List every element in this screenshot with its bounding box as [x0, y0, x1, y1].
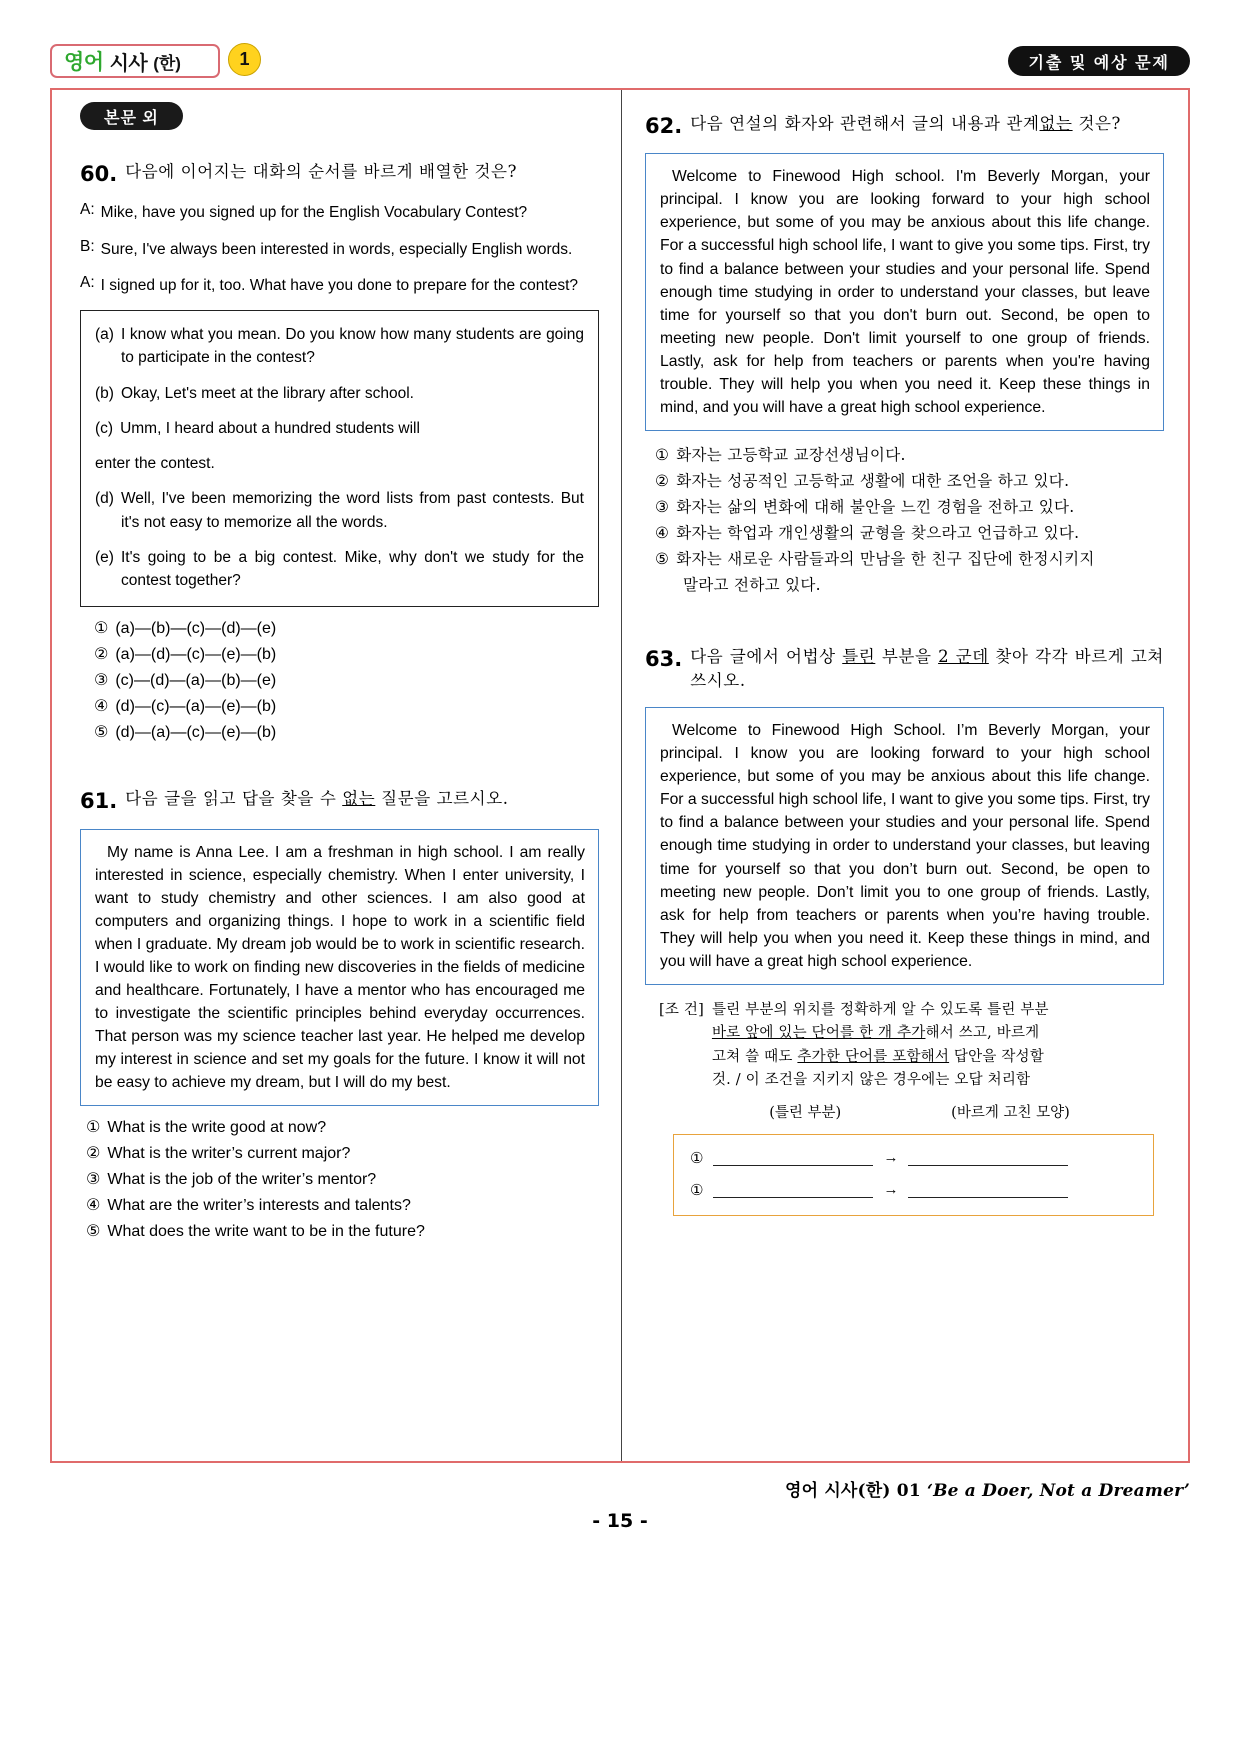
- choice-marker: ⑤: [94, 724, 109, 742]
- choice-text: 화자는 성공적인 고등학교 생활에 대한 조언을 하고 있다.: [676, 472, 1070, 491]
- answer-column-headings: [675, 1101, 1164, 1122]
- choice-marker: ④: [86, 1197, 101, 1215]
- scramble-item-text: Umm, I heard about a hundred students will: [120, 419, 420, 437]
- answer-blank-correct[interactable]: [908, 1150, 1068, 1166]
- condition-emphasis: 바로 앞에 있는 단어를 한 개 추가: [711, 1025, 926, 1042]
- content-frame: [50, 88, 1190, 1463]
- answer-heading-correct: (바르게 고친 모양): [951, 1104, 1070, 1121]
- prompt-part: 것은?: [1072, 114, 1121, 133]
- scramble-item-tag: (b): [95, 384, 114, 402]
- choice-marker: ③: [94, 672, 109, 690]
- answer-row-marker: ①: [690, 1149, 704, 1167]
- arrow-icon: →: [883, 1181, 899, 1199]
- answer-blank-correct[interactable]: [908, 1182, 1068, 1198]
- right-column: [621, 90, 1190, 1461]
- choice-text: 화자는 학업과 개인생활의 균형을 찾으라고 언급하고 있다.: [676, 524, 1080, 543]
- condition-label: [조 건]: [659, 1001, 704, 1018]
- choice-text: 화자는 삶의 변화에 대해 불안을 느낀 경험을 전하고 있다.: [676, 498, 1075, 517]
- choice-option[interactable]: [94, 695, 599, 719]
- question-60-scramble-box: [80, 310, 599, 607]
- question-61-heading: [80, 787, 599, 814]
- condition-part: 것. / 이 조건을 지키지 않은 경우에는 오답 처리함: [711, 1072, 1031, 1089]
- section-tag: 본문 외: [80, 102, 183, 130]
- question-62-number: 62.: [645, 114, 683, 138]
- scramble-item-text: I know what you mean. Do you know how many students are going to participate in the contest?: [120, 326, 584, 367]
- scramble-item-tag: (d): [95, 490, 114, 508]
- choice-text: (a)—(d)—(c)—(e)—(b): [115, 646, 277, 664]
- condition-emphasis: 추가한 단어를 포함해서: [797, 1048, 950, 1065]
- choice-text: (c)—(d)—(a)—(b)—(e): [115, 672, 277, 690]
- subject-english-label: 영어: [64, 51, 104, 74]
- dialogue-speaker: A:: [80, 201, 95, 219]
- prompt-emphasis: 없는: [1039, 114, 1073, 133]
- scramble-item: [95, 487, 584, 534]
- choice-text: What is the writer’s current major?: [107, 1145, 351, 1163]
- page-number: - 15 -: [592, 1510, 648, 1532]
- question-63-passage: Welcome to Finewood High School. I’m Beverly Morgan, your principal. I know you are looking forward to your high school experience, but some of you may be anxious about this life change. For a successful high school life, I want to give you some tips. First, try to find a balance between your studies and your personal life. Spend enough time studying in order to understand your classes, but leaving time for yourself so that you don’t burn out. Second, be open to meeting new people. Don’t limit you to one group of friends. Lastly, ask for help from teachers or parents when you’re having trouble. They will help you when you need it. Keep these things in mind, and you will have a great high school experience.: [660, 722, 1150, 970]
- dialogue-text: Mike, have you signed up for the English Vocabulary Contest?: [100, 204, 528, 222]
- arrow-icon: →: [883, 1149, 899, 1167]
- choice-text: 화자는 고등학교 교장선생님이다.: [676, 446, 906, 465]
- choice-option[interactable]: [655, 547, 1164, 571]
- scramble-item-text: Okay, Let's meet at the library after school.: [120, 384, 414, 402]
- prompt-emphasis: 없는: [342, 789, 376, 809]
- scramble-item: [95, 382, 584, 405]
- subject-pill: [50, 44, 220, 78]
- prompt-emphasis: 2 군데: [938, 647, 989, 667]
- choice-text: What are the writer’s interests and talents?: [107, 1197, 411, 1215]
- scramble-item: [95, 323, 584, 370]
- prompt-part: 다음 글을 읽고 답을 찾을 수: [125, 789, 343, 809]
- answer-row[interactable]: [690, 1181, 1137, 1199]
- scramble-item-tag: (e): [95, 548, 114, 566]
- scramble-item-continuation: enter the contest.: [95, 455, 215, 472]
- dialogue-line: [80, 238, 599, 261]
- subject-publisher-label: 시사: [109, 52, 148, 75]
- question-62-passage: Welcome to Finewood High school. I'm Beverly Morgan, your principal. I know you are looking forward to your high school experience, but some of you may be anxious about this life change. For a successful high school life, I want to give you some tips. First, try to find a balance between your studies and your personal life. Spend enough time studying in order to understand your classes, but leave time for yourself so that you don't burn out. Second, be open to meeting new people. Don't limit yourself to one group of friends. Lastly, ask for help from teachers or parents when you're having trouble. They will help you when you need it. Keep these things in mind, and you will have a great high school experience.: [660, 168, 1150, 417]
- question-61-prompt: [125, 787, 508, 811]
- choice-option[interactable]: [94, 721, 599, 745]
- answer-row[interactable]: [690, 1149, 1137, 1167]
- answer-row-marker: ①: [690, 1181, 704, 1199]
- question-63-number: 63.: [645, 647, 683, 672]
- choice-marker: ②: [655, 472, 670, 491]
- choice-option[interactable]: [655, 469, 1164, 493]
- choice-marker: ②: [94, 646, 109, 664]
- lesson-number-badge: 1: [228, 43, 261, 76]
- condition-part: 고쳐 쓸 때도: [711, 1048, 798, 1065]
- choice-option[interactable]: [655, 521, 1164, 545]
- condition-part: 답안을 작성할: [949, 1048, 1044, 1065]
- choice-marker: ①: [655, 446, 670, 465]
- choice-marker: ⑤: [655, 550, 670, 569]
- choice-marker: ④: [94, 698, 109, 716]
- prompt-part: 다음 글에서 어법상: [690, 647, 843, 667]
- scramble-item: [95, 417, 584, 440]
- answer-blank-wrong[interactable]: [713, 1150, 873, 1166]
- question-61-choices: [86, 1116, 599, 1244]
- question-63-answer-box: [673, 1134, 1154, 1216]
- question-60-heading: [80, 160, 599, 187]
- choice-text: 화자는 새로운 사람들과의 만남을 한 친구 집단에 한정시키지: [676, 550, 1095, 569]
- choice-text: (d)—(c)—(a)—(e)—(b): [115, 698, 277, 716]
- dialogue-speaker: A:: [80, 273, 95, 291]
- question-63-passage-box: [645, 707, 1164, 985]
- scramble-item: [95, 546, 584, 593]
- question-62-heading: [645, 112, 1164, 139]
- dialogue-text: I signed up for it, too. What have you done to prepare for the contest?: [100, 276, 579, 294]
- prompt-part: 질문을 고르시오.: [375, 789, 509, 809]
- question-60-prompt: 다음에 이어지는 대화의 순서를 바르게 배열한 것은?: [125, 162, 518, 181]
- choice-option[interactable]: [94, 643, 599, 667]
- question-61-passage-box: [80, 829, 599, 1107]
- answer-heading-wrong: (틀린 부분): [769, 1104, 842, 1121]
- left-column: [52, 90, 621, 1461]
- choice-marker: ⑤: [86, 1223, 101, 1241]
- question-62-passage-box: [645, 153, 1164, 431]
- choice-option[interactable]: [86, 1220, 599, 1244]
- scramble-item-tag: (a): [95, 326, 114, 343]
- dialogue-speaker: B:: [80, 237, 95, 255]
- choice-marker: ③: [655, 498, 670, 517]
- choice-marker: ②: [86, 1145, 101, 1163]
- condition-part: 해서 쓰고, 바르게: [925, 1025, 1040, 1042]
- condition-block: [659, 999, 1158, 1093]
- prompt-part: 다음 연설의 화자와 관련해서 글의 내용과 관계: [690, 114, 1040, 133]
- prompt-part: 찾아 각각 바르게 고쳐 쓰시오.: [690, 647, 1164, 691]
- scramble-item-text: It's going to be a big contest. Mike, why don't we study for the contest together?: [120, 548, 584, 589]
- condition-text: [712, 999, 1049, 1093]
- question-63-prompt: [690, 645, 1164, 693]
- prompt-part: 부분을: [875, 647, 939, 667]
- choice-marker: ①: [86, 1119, 101, 1137]
- choice-option[interactable]: [655, 495, 1164, 519]
- choice-option[interactable]: [86, 1194, 599, 1218]
- choice-marker: ③: [86, 1171, 101, 1189]
- choice-text: What is the write good at now?: [107, 1119, 327, 1137]
- choice-text: What is the job of the writer’s mentor?: [107, 1171, 377, 1189]
- footer-lesson-title: [785, 1476, 1190, 1501]
- footer-title-english: ‘Be a Doer, Not a Dreamer’: [926, 1481, 1190, 1501]
- prompt-emphasis: 틀린: [842, 647, 876, 667]
- subject-paren-label: (한): [153, 53, 181, 73]
- question-62-prompt: [690, 112, 1121, 136]
- question-62-choices: [655, 443, 1164, 597]
- exam-type-badge: 기출 및 예상 문제: [1008, 46, 1190, 76]
- dialogue-line: [80, 274, 599, 297]
- choice-5-continuation: 말라고 전하고 있다.: [683, 576, 821, 595]
- dialogue-text: Sure, I've always been interested in words, especially English words.: [100, 240, 573, 258]
- question-63-heading: [645, 645, 1164, 693]
- condition-part: 틀린 부분의 위치를 정확하게 알 수 있도록 틀린 부분: [711, 1001, 1049, 1018]
- page-header: [50, 44, 1190, 86]
- question-61-passage: My name is Anna Lee. I am a freshman in high school. I am really interested in science, especially chemistry. When I enter university, I want to study chemistry and other sciences. I am also good at computers and organizing things. I hope to work in a scientific field when I graduate. My dream job would be to work in scientific research. I would like to work on finding new discoveries in the fields of medicine and healthcare. Fortunately, I have a mentor who has encouraged me to investigate the scientific principles behind everyday occurrences. That person was my science teacher last year. He helped me develop my interest in science and set my goals for the future. I know it will not be easy to achieve my dream, but I will do my best.: [95, 843, 585, 1092]
- answer-blank-wrong[interactable]: [713, 1182, 873, 1198]
- dialogue-line: [80, 201, 599, 224]
- choice-marker: ④: [655, 524, 670, 543]
- question-61-number: 61.: [80, 789, 118, 814]
- scramble-item-tag: (c): [95, 419, 114, 437]
- question-60-number: 60.: [80, 162, 118, 186]
- choice-option[interactable]: [655, 443, 1164, 467]
- choice-marker: ①: [94, 620, 109, 638]
- scramble-item-text: Well, I've been memorizing the word lists from past contests. But it's not easy to memorize all the words.: [120, 490, 584, 531]
- choice-option[interactable]: [94, 669, 599, 693]
- choice-text: (a)—(b)—(c)—(d)—(e): [115, 620, 277, 638]
- choice-option[interactable]: [86, 1116, 599, 1140]
- choice-option[interactable]: [86, 1168, 599, 1192]
- choice-option[interactable]: [86, 1142, 599, 1166]
- choice-text: (d)—(a)—(c)—(e)—(b): [115, 724, 277, 742]
- question-60-choices: [94, 617, 599, 745]
- footer-title-korean: 영어 시사(한) 01: [784, 1481, 927, 1501]
- choice-option[interactable]: [94, 617, 599, 641]
- choice-text: What does the write want to be in the future?: [107, 1223, 425, 1241]
